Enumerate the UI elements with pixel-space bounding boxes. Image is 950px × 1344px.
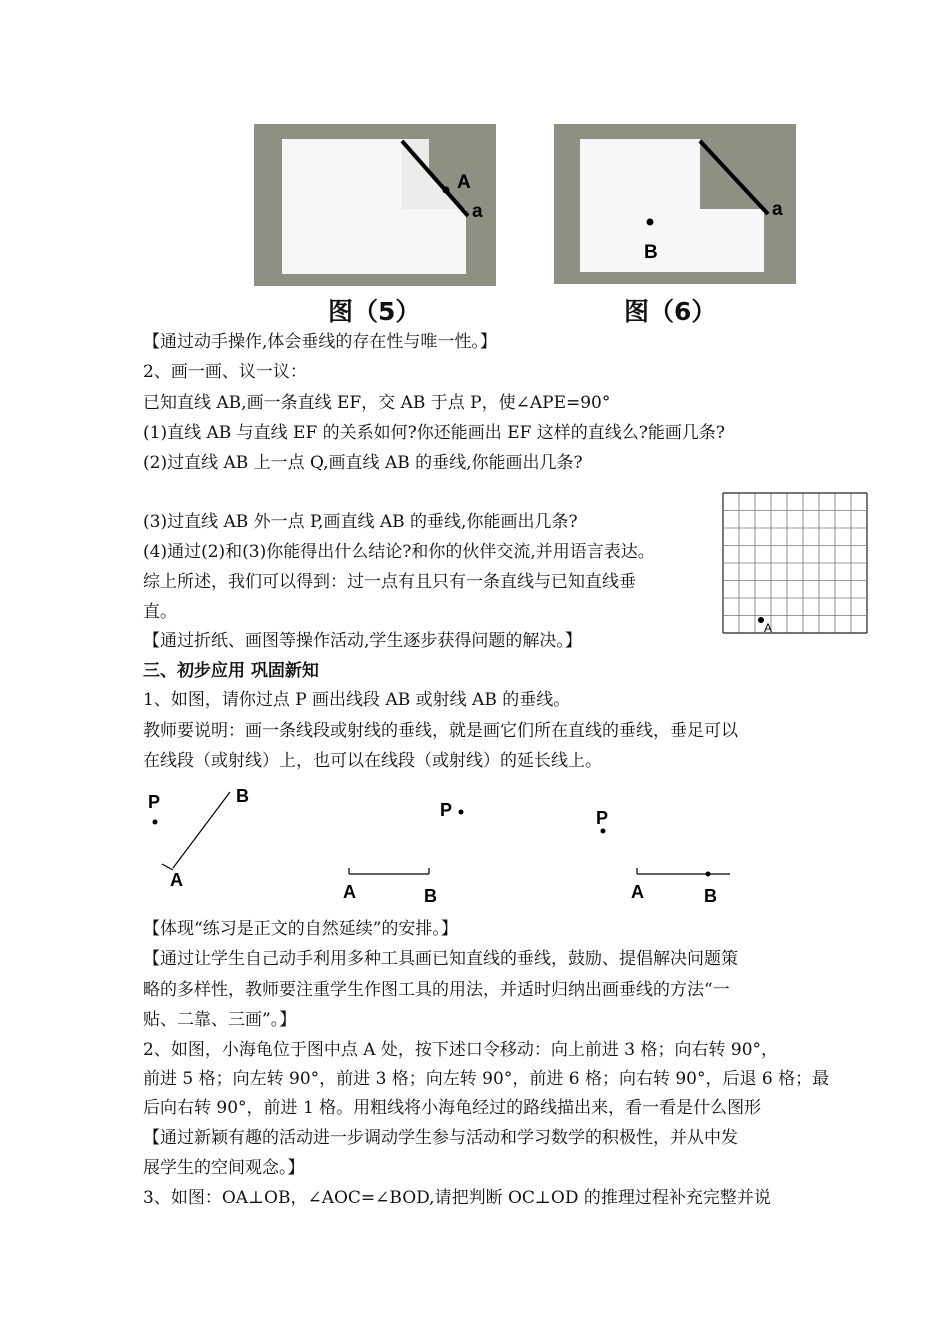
text-line: 1、如图，请你过点 P 画出线段 AB 或射线 AB 的垂线。: [143, 690, 571, 710]
text-line: 【通过动手操作,体会垂线的存在性与唯一性。】: [143, 332, 497, 352]
sketch2-label-a: A: [343, 882, 356, 902]
sketch3-label-p: P: [596, 808, 609, 828]
sketch3-label-a: A: [631, 882, 644, 902]
sketch1-label-a: A: [170, 870, 183, 890]
figure-6-photo: [554, 124, 796, 284]
text-line: 【通过新颖有趣的活动进一步调动学生参与活动和学习数学的积极性，并从中发: [143, 1128, 738, 1148]
figure-5-photo: [254, 124, 496, 286]
text-line: 【通过让学生自己动手利用多种工具画已知直线的垂线，鼓励、提倡解决问题策: [143, 949, 738, 969]
sketch2-label-p: P: [440, 800, 453, 820]
sketch2-label-b: B: [424, 886, 437, 906]
text-line: 【通过折纸、画图等操作活动,学生逐步获得问题的解决。】: [143, 631, 582, 651]
text-line: (4)通过(2)和(3)你能得出什么结论?和你的伙伴交流,并用语言表达。: [143, 542, 655, 562]
text-line: 直。: [143, 602, 177, 622]
sketch3-label-b: B: [704, 886, 717, 906]
text-line: 前进 5 格；向左转 90°，前进 3 格；向左转 90°，前进 6 格；向右转 90°，后退 6 格；最: [143, 1069, 830, 1089]
text-line: 综上所述，我们可以得到：过一点有且只有一条直线与已知直线垂: [143, 572, 636, 592]
sketch1-label-b: B: [236, 786, 249, 806]
grid-lines: [723, 493, 867, 633]
sketch-figures: [140, 780, 760, 910]
text-line: 3、如图：OA⊥OB，∠AOC=∠BOD,请把判断 OC⊥OD 的推理过程补充完整并说: [143, 1188, 771, 1208]
text-line: 在线段（或射线）上，也可以在线段（或射线）的延长线上。: [143, 751, 602, 771]
sketch2-point-p: [459, 810, 464, 815]
turtle-grid: [722, 492, 882, 638]
grid-point-label: A: [764, 621, 773, 635]
text-line: 教师要说明：画一条线段或射线的垂线，就是画它们所在直线的垂线，垂足可以: [143, 721, 738, 741]
fig5-point-label: A: [457, 172, 471, 193]
text-line: 后向右转 90°，前进 1 格。用粗线将小海龟经过的路线描出来，看一看是什么图形: [143, 1098, 762, 1118]
text-line: 2、如图，小海龟位于图中点 A 处，按下述口令移动：向上前进 3 格；向右转 90°，: [143, 1040, 779, 1060]
text-line: 【体现“练习是正文的自然延续”的安排。】: [143, 919, 458, 939]
figure-6-caption: 图（6）: [624, 297, 717, 326]
text-line: 贴、二靠、三画”。】: [143, 1010, 297, 1030]
sketch1-label-p: P: [148, 792, 161, 812]
text-line: 已知直线 AB,画一条直线 EF，交 AB 于点 P，使∠APE=90°: [143, 393, 611, 413]
fig6-line-label: a: [772, 199, 783, 220]
section-heading: 三、初步应用 巩固新知: [143, 661, 319, 681]
text-line: 略的多样性，教师要注重学生作图工具的用法，并适时归纳出画垂线的方法“一: [143, 980, 730, 1000]
figure-5-caption: 图（5）: [328, 297, 421, 326]
text-line: 2、画一画、议一议：: [143, 362, 307, 382]
sketch1-point-p: [153, 820, 158, 825]
text-line: (2)过直线 AB 上一点 Q,画直线 AB 的垂线,你能画出几条?: [143, 453, 583, 473]
sketch1-segment: [173, 792, 230, 868]
fig6-point-label: B: [644, 242, 658, 263]
text-line: (1)直线 AB 与直线 EF 的关系如何?你还能画出 EF 这样的直线么?能画几条?: [143, 423, 726, 443]
text-line: (3)过直线 AB 外一点 P,画直线 AB 的垂线,你能画出几条?: [143, 512, 578, 532]
fig5-line-label: a: [472, 201, 483, 222]
sketch3-point-p: [601, 829, 606, 834]
text-line: 展学生的空间观念。】: [143, 1158, 305, 1178]
